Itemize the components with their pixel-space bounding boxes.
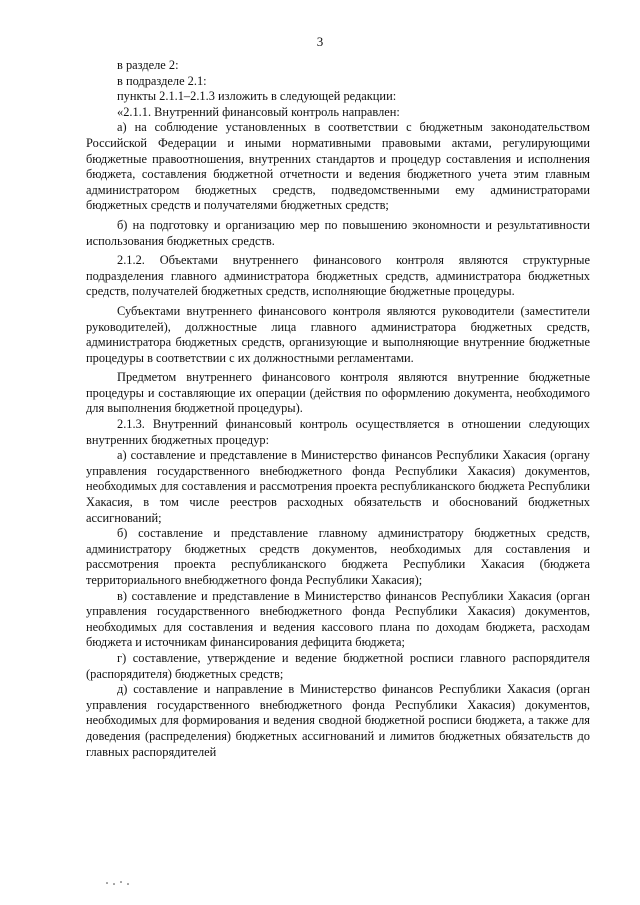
page-number: 3 bbox=[316, 34, 324, 49]
paragraph-subsection-2-1: в подразделе 2.1: bbox=[117, 73, 207, 88]
scan-specks bbox=[104, 880, 134, 886]
paragraph-2-1-3-d: д) составление и направление в Министерство финансов Республики Хакасия (орган управления государственного внебюджетного фонда Республики Хакасия) документов, необходимых для формирования и ведения сводной бюджетной росписи бюджета, а также для доведения (распределения) бюджетных ассигнований и лимитов бюджетных обязательств до главных распорядителей bbox=[86, 682, 590, 759]
paragraph-subject-matter: Предметом внутреннего финансового контроля являются внутренние бюджетные процедуры и составляющие их операции (действия по оформлению документа, необходимого для выполнения бюджетной процедуры). bbox=[86, 370, 590, 416]
document-body bbox=[86, 58, 590, 760]
paragraph-amend-points: пункты 2.1.1–2.1.3 изложить в следующей редакции: bbox=[117, 89, 397, 104]
paragraph-2-1-2: 2.1.2. Объектами внутреннего финансового контроля являются структурные подразделения главного администратора бюджетных средств, администратора бюджетных средств, получателей бюджетных средств, исполняющие бюджетные процедуры. bbox=[86, 253, 590, 299]
paragraph-2-1-3: 2.1.3. Внутренний финансовый контроль осуществляется в отношении следующих внутренних бюджетных процедур: bbox=[86, 417, 590, 447]
paragraph-2-1-1-b: б) на подготовку и организацию мер по повышению экономности и результативности использования бюджетных средств. bbox=[86, 217, 590, 248]
paragraph-2-1-3-b: б) составление и представление главному администратору бюджетных средств, администратору бюджетных средств документов, необходимых для составления и рассмотрения проекта республиканского бюджета Республики Хакасия (бюджета территориального внебюджетного фонда Республики Хакасия); bbox=[86, 526, 590, 587]
paragraph-2-1-3-g: г) составление, утверждение и ведение бюджетной росписи главного распорядителя (распорядителя) бюджетных средств; bbox=[86, 650, 590, 681]
scan-speck bbox=[113, 883, 115, 885]
paragraph-2-1-1-a: а) на соблюдение установленных в соответствии с бюджетным законодательством Российской Федерации и иными нормативными правовыми актами, регулирующими бюджетные правоотношения, внутренних стандартов и процедур составления и исполнения бюджета, составления бюджетной отчетности и ведения бюджетного учета этим главным администратором бюджетных средств, подведомственными ему администраторами бюджетных средств и получателями бюджетных средств; bbox=[86, 120, 590, 213]
paragraph-subjects: Субъектами внутреннего финансового контроля являются руководители (заместители руководителей), должностные лица главного администратора бюджетных средств, администратора бюджетных средств, организующие и выполняющие внутренние бюджетные процедуры в соответствии с их должностными регламентами. bbox=[86, 303, 590, 365]
paragraph-2-1-1: «2.1.1. Внутренний финансовый контроль направлен: bbox=[117, 104, 400, 119]
scan-speck bbox=[106, 882, 108, 884]
scan-speck bbox=[127, 883, 129, 885]
paragraph-2-1-3-v: в) составление и представление в Министерство финансов Республики Хакасия (орган управления государственного внебюджетного фонда Республики Хакасия) документов, необходимых для составления и ведения кассового плана по доходам бюджета, расходам бюджета и источникам финансирования дефицита бюджета; bbox=[86, 588, 590, 650]
paragraph-section-2: в разделе 2: bbox=[117, 58, 179, 72]
paragraph-2-1-3-a: а) составление и представление в Министерство финансов Республики Хакасия (органу управления государственного внебюджетного фонда Республики Хакасия) документов, необходимых для составления и рассмотрения проекта республиканского бюджета Республики Хакасия, в том числе реестров расходных обязательств и обоснований бюджетных ассигнований; bbox=[86, 448, 590, 525]
scan-speck bbox=[120, 881, 122, 883]
